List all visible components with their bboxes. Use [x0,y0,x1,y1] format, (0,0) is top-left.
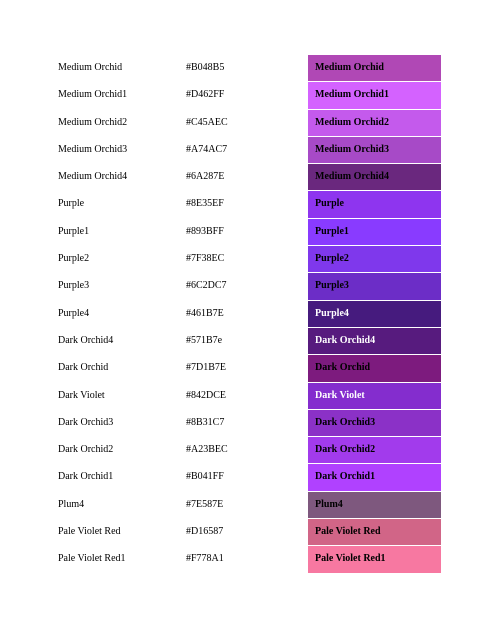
color-row [0,436,495,463]
color-row [0,545,495,572]
color-name: Medium Orchid4 [58,171,128,183]
color-name: Medium Orchid2 [58,116,128,128]
color-hex-code: #F778A1 [186,553,224,565]
color-name: Purple [58,198,85,210]
color-name: Pale Violet Red [58,526,121,538]
color-hex-code: #C45AEC [186,116,228,128]
color-hex-code: #8E35EF [186,198,224,210]
swatch-label: Purple3 [315,280,349,292]
color-hex-code: #D16587 [186,526,224,538]
color-swatch [308,246,441,272]
color-hex-code: #842DCE [186,389,226,401]
swatch-label: Dark Violet [315,389,365,401]
color-name: Dark Orchid1 [58,471,114,483]
swatch-label: Medium Orchid3 [315,143,389,155]
color-swatch [308,464,441,490]
color-row [0,382,495,409]
color-name: Medium Orchid1 [58,89,128,101]
color-hex-code: #A23BEC [186,444,228,456]
color-hex-code: #461B7E [186,307,224,319]
color-row [0,518,495,545]
color-hex-code: #571B7e [186,334,223,346]
swatch-label: Dark Orchid [315,362,371,374]
color-swatch [308,492,441,518]
color-swatch [308,191,441,217]
swatch-label: Medium Orchid [315,62,384,73]
color-row [0,491,495,518]
swatch-label: Purple2 [315,253,349,265]
color-swatch [308,328,441,354]
swatch-label: Purple [315,198,344,210]
color-name: Purple2 [58,253,90,265]
color-swatch [308,164,441,190]
color-swatch [308,110,441,136]
color-swatch [308,519,441,545]
color-name: Purple4 [58,307,90,319]
color-row [0,218,495,245]
swatch-label: Dark Orchid4 [315,334,376,346]
color-swatch [308,355,441,381]
color-row [0,109,495,136]
swatch-label: Dark Orchid3 [315,416,376,428]
color-row [0,354,495,381]
color-swatch [308,383,441,409]
color-hex-code: #8B31C7 [186,416,225,428]
color-hex-code: #6C2DC7 [186,280,227,292]
color-hex-code: #6A287E [186,171,225,183]
color-hex-code: #7D1B7E [186,362,226,374]
swatch-label: Medium Orchid1 [315,89,389,101]
color-swatch [308,546,441,572]
color-name: Medium Orchid3 [58,143,128,155]
color-hex-code: #B041FF [186,471,224,483]
swatch-label: Medium Orchid2 [315,116,389,128]
color-row [0,54,495,81]
color-row [0,463,495,490]
swatch-label: Dark Orchid1 [315,471,376,483]
color-swatch [308,82,441,108]
swatch-label: Medium Orchid4 [315,171,389,183]
color-row [0,409,495,436]
color-name: Purple1 [58,225,90,237]
color-swatch [308,219,441,245]
color-swatch [308,273,441,299]
color-row [0,190,495,217]
color-name: Purple3 [58,280,90,292]
swatch-label: Plum4 [315,498,343,510]
color-row [0,81,495,108]
color-swatch [308,437,441,463]
color-hex-code: #7F38EC [186,253,225,265]
color-row [0,136,495,163]
color-name: Pale Violet Red1 [58,553,126,565]
color-row [0,163,495,190]
color-name: Medium Orchid [58,62,123,73]
color-name: Dark Orchid3 [58,416,114,428]
swatch-label: Purple4 [315,307,349,319]
color-name: Dark Violet [58,389,105,401]
color-swatch [308,301,441,327]
color-hex-code: #B048B5 [186,62,225,73]
color-table [0,54,495,573]
color-row [0,245,495,272]
color-row [0,272,495,299]
color-swatch [308,55,441,81]
color-hex-code: #D462FF [186,89,225,101]
color-name: Dark Orchid [58,362,109,374]
color-name: Plum4 [58,498,85,510]
swatch-label: Pale Violet Red1 [315,553,386,565]
color-row [0,327,495,354]
color-hex-code: #893BFF [186,225,224,237]
color-row [0,300,495,327]
swatch-label: Pale Violet Red [315,526,381,538]
color-name: Dark Orchid4 [58,334,114,346]
swatch-label: Purple1 [315,225,349,237]
color-hex-code: #7E587E [186,498,224,510]
color-hex-code: #A74AC7 [186,143,228,155]
swatch-label: Dark Orchid2 [315,444,376,456]
color-swatch [308,137,441,163]
color-name: Dark Orchid2 [58,444,114,456]
color-swatch [308,410,441,436]
